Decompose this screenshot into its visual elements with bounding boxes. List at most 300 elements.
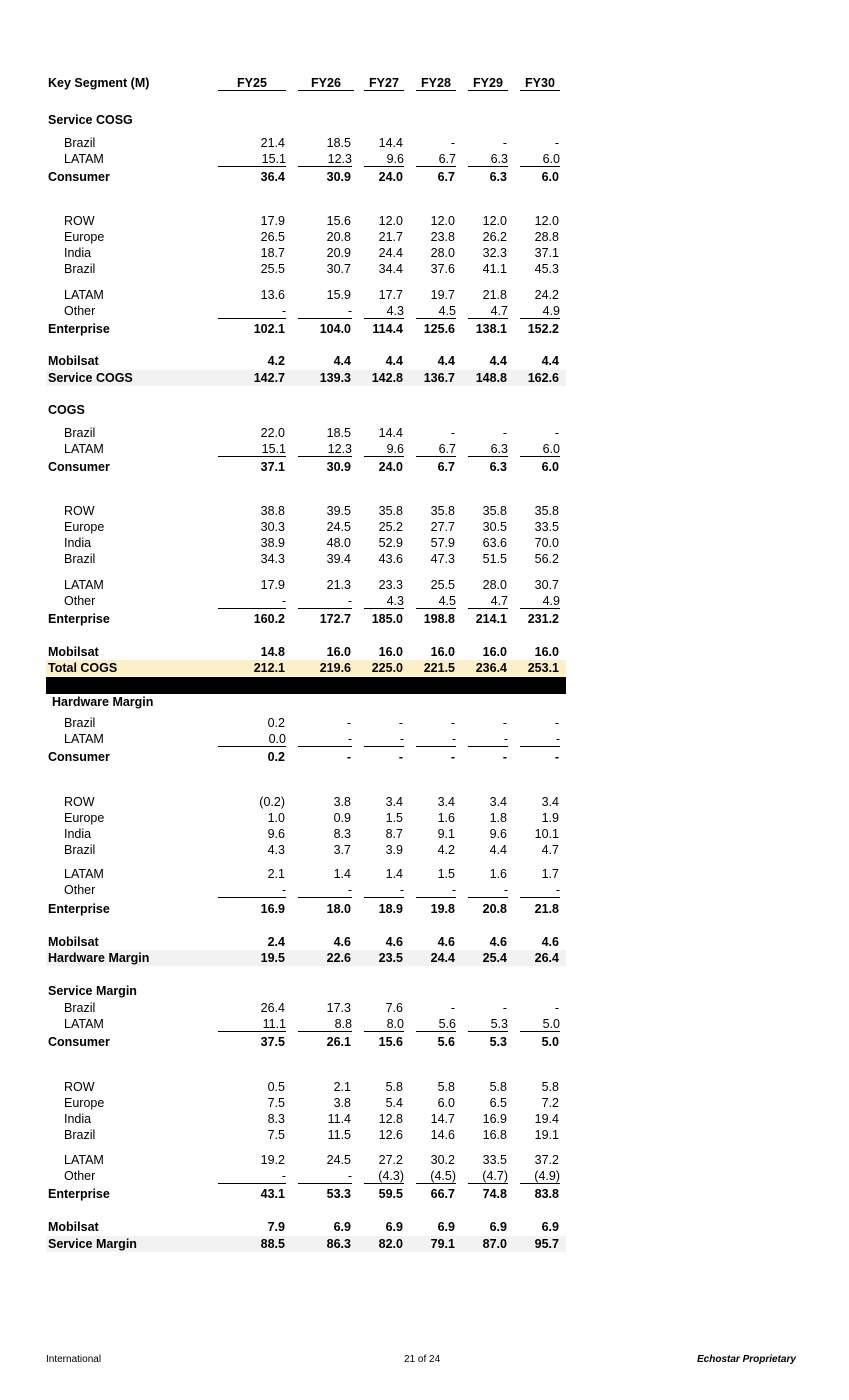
table-cell: 57.9: [430, 536, 455, 550]
table-cell: 9.6: [267, 827, 285, 841]
table-row: [0, 303, 849, 319]
table-cell: 25.2: [378, 520, 403, 534]
table-cell: 17.9: [260, 578, 285, 592]
table-cell: -: [450, 716, 455, 730]
table-cell: 12.0: [430, 214, 455, 228]
table-cell: 41.1: [482, 262, 507, 276]
table-cell: 152.2: [527, 322, 559, 336]
table-cell: -: [364, 731, 404, 747]
table-cell: 1.5: [437, 867, 455, 881]
table-cell: -: [218, 1168, 286, 1184]
table-cell: 43.6: [378, 552, 403, 566]
table-cell: 30.2: [430, 1153, 455, 1167]
table-cell: 3.8: [333, 1096, 351, 1110]
table-cell: 7.5: [267, 1128, 285, 1142]
table-cell: 6.9: [541, 1220, 559, 1234]
table-cell: 3.4: [541, 795, 559, 809]
table-cell: 136.7: [423, 371, 455, 385]
table-cell: 6.0: [541, 460, 559, 474]
table-cell: 5.8: [385, 1080, 403, 1094]
table-cell: 66.7: [430, 1187, 455, 1201]
table-cell: 16.0: [378, 645, 403, 659]
table-cell: 37.2: [534, 1153, 559, 1167]
table-cell: -: [298, 593, 352, 609]
table-cell: 160.2: [253, 612, 285, 626]
table-cell: 6.9: [333, 1220, 351, 1234]
table-cell: 5.0: [520, 1016, 560, 1032]
table-cell: 23.5: [378, 951, 403, 965]
table-cell: 4.9: [520, 593, 560, 609]
table-cell: 37.1: [534, 246, 559, 260]
table-cell: 1.4: [385, 867, 403, 881]
table-cell: -: [398, 716, 403, 730]
table-cell: 3.8: [333, 795, 351, 809]
table-cell: -: [416, 731, 456, 747]
table-cell: 5.6: [437, 1035, 455, 1049]
table-row: [0, 229, 849, 245]
table-cell: 30.3: [260, 520, 285, 534]
table-cell: -: [298, 1168, 352, 1184]
table-cell: 6.7: [437, 460, 455, 474]
table-cell: (4.7): [468, 1168, 508, 1184]
table-cell: 24.4: [430, 951, 455, 965]
table-cell: 0.5: [267, 1080, 285, 1094]
table-cell: 1.6: [437, 811, 455, 825]
table-cell: 88.5: [260, 1237, 285, 1251]
table-cell: 13.6: [260, 288, 285, 302]
table-cell: 7.6: [385, 1001, 403, 1015]
table-cell: 12.0: [482, 214, 507, 228]
table-cell: 26.5: [260, 230, 285, 244]
row-label: LATAM: [64, 578, 104, 592]
row-label: Consumer: [48, 1035, 110, 1049]
table-cell: 18.7: [260, 246, 285, 260]
row-label: LATAM: [64, 867, 104, 881]
table-cell: 19.5: [260, 951, 285, 965]
table-row: [0, 826, 849, 842]
table-cell: 225.0: [371, 661, 403, 675]
subtotal-row: [0, 644, 849, 660]
table-cell: 63.6: [482, 536, 507, 550]
table-cell: 2.1: [267, 867, 285, 881]
table-cell: 38.8: [260, 504, 285, 518]
table-cell: 12.6: [378, 1128, 403, 1142]
subtotal-row: [0, 1034, 849, 1050]
table-cell: 4.4: [437, 354, 455, 368]
table-cell: 14.4: [378, 426, 403, 440]
table-cell: 4.7: [468, 593, 508, 609]
table-cell: 16.9: [482, 1112, 507, 1126]
table-cell: 33.5: [534, 520, 559, 534]
table-cell: 30.7: [534, 578, 559, 592]
table-cell: 15.6: [326, 214, 351, 228]
row-label: Enterprise: [48, 612, 110, 626]
row-label: Europe: [64, 230, 105, 244]
row-label: Total COGS: [48, 661, 118, 675]
table-cell: 4.6: [489, 935, 507, 949]
row-label: Enterprise: [48, 902, 110, 916]
table-cell: -: [554, 716, 559, 730]
table-cell: (4.9): [520, 1168, 560, 1184]
table-cell: 79.1: [430, 1237, 455, 1251]
table-cell: -: [346, 716, 351, 730]
row-label: Europe: [64, 811, 105, 825]
table-row: [0, 842, 849, 858]
table-cell: 33.5: [482, 1153, 507, 1167]
table-cell: 95.7: [534, 1237, 559, 1251]
table-cell: 11.1: [218, 1016, 286, 1032]
table-cell: 52.9: [378, 536, 403, 550]
subtotal-row: [0, 1236, 849, 1252]
subtotal-row: [0, 353, 849, 369]
table-row: [0, 151, 849, 167]
table-cell: 24.4: [378, 246, 403, 260]
table-cell: 4.3: [364, 303, 404, 319]
table-cell: 20.8: [482, 902, 507, 916]
table-cell: 48.0: [326, 536, 351, 550]
table-row: [0, 261, 849, 277]
row-label: Brazil: [64, 1001, 96, 1015]
subtotal-row: [0, 749, 849, 765]
table-cell: 35.8: [482, 504, 507, 518]
table-cell: 36.4: [260, 170, 285, 184]
table-cell: 4.4: [489, 843, 507, 857]
table-cell: -: [520, 882, 560, 898]
table-row: [0, 503, 849, 519]
table-cell: 14.8: [260, 645, 285, 659]
section-divider-bar: [46, 677, 566, 694]
table-row: [0, 1000, 849, 1016]
table-cell: 0.0: [218, 731, 286, 747]
table-cell: 18.9: [378, 902, 403, 916]
table-cell: 5.8: [489, 1080, 507, 1094]
table-cell: 3.4: [385, 795, 403, 809]
year-header: FY26: [298, 75, 354, 91]
table-cell: 5.0: [541, 1035, 559, 1049]
table-cell: 18.5: [326, 136, 351, 150]
table-cell: 5.8: [541, 1080, 559, 1094]
row-label: Brazil: [64, 136, 96, 150]
subtotal-row: [0, 459, 849, 475]
table-cell: 24.5: [326, 1153, 351, 1167]
table-cell: -: [218, 303, 286, 319]
table-cell: 5.8: [437, 1080, 455, 1094]
row-label: Service Margin: [48, 1237, 137, 1251]
row-label: ROW: [64, 795, 95, 809]
row-label: Consumer: [48, 750, 110, 764]
table-row: [0, 287, 849, 303]
table-cell: 0.2: [267, 716, 285, 730]
table-cell: 25.5: [260, 262, 285, 276]
table-cell: 4.9: [520, 303, 560, 319]
year-header: FY27: [364, 75, 404, 91]
table-cell: -: [554, 136, 559, 150]
row-label: Brazil: [64, 262, 96, 276]
table-cell: 32.3: [482, 246, 507, 260]
table-cell: -: [554, 426, 559, 440]
table-cell: 1.4: [333, 867, 351, 881]
row-label: Brazil: [64, 552, 96, 566]
table-cell: 7.9: [267, 1220, 285, 1234]
section-header-row: [0, 983, 849, 999]
table-cell: 4.4: [541, 354, 559, 368]
table-cell: 231.2: [527, 612, 559, 626]
row-label: Other: [64, 594, 96, 608]
table-cell: 3.4: [437, 795, 455, 809]
table-cell: 39.5: [326, 504, 351, 518]
table-cell: 1.9: [541, 811, 559, 825]
row-label: Mobilsat: [48, 935, 99, 949]
table-cell: 30.5: [482, 520, 507, 534]
table-cell: (4.3): [364, 1168, 404, 1184]
table-cell: 185.0: [371, 612, 403, 626]
row-label: Consumer: [48, 170, 110, 184]
table-cell: 219.6: [319, 661, 351, 675]
table-cell: 17.9: [260, 214, 285, 228]
table-cell: -: [218, 882, 286, 898]
table-row: [0, 794, 849, 810]
row-label: Enterprise: [48, 1187, 110, 1201]
table-cell: 21.4: [260, 136, 285, 150]
table-cell: 28.8: [534, 230, 559, 244]
row-label: LATAM: [64, 1153, 104, 1167]
table-cell: 24.0: [378, 170, 403, 184]
table-cell: 6.9: [489, 1220, 507, 1234]
table-cell: 24.2: [534, 288, 559, 302]
row-label: LATAM: [64, 732, 104, 746]
table-cell: 87.0: [482, 1237, 507, 1251]
table-cell: 19.8: [430, 902, 455, 916]
row-label: Europe: [64, 1096, 105, 1110]
section-header-row: [0, 694, 849, 710]
table-cell: 34.3: [260, 552, 285, 566]
table-cell: 20.8: [326, 230, 351, 244]
table-row: [0, 551, 849, 567]
table-cell: -: [218, 593, 286, 609]
table-cell: 19.7: [430, 288, 455, 302]
table-cell: 16.9: [260, 902, 285, 916]
row-label: LATAM: [64, 1017, 104, 1031]
table-cell: 6.3: [489, 460, 507, 474]
table-cell: -: [450, 426, 455, 440]
table-cell: 4.3: [364, 593, 404, 609]
table-row: [0, 577, 849, 593]
subtotal-row: [0, 370, 849, 386]
table-cell: 74.8: [482, 1187, 507, 1201]
table-cell: 3.9: [385, 843, 403, 857]
row-label: Service Margin: [48, 984, 137, 998]
row-label: Other: [64, 304, 96, 318]
row-label: India: [64, 536, 92, 550]
table-cell: 26.4: [534, 951, 559, 965]
subtotal-row: [0, 321, 849, 337]
row-label: ROW: [64, 504, 95, 518]
table-cell: 104.0: [319, 322, 351, 336]
table-cell: 9.6: [489, 827, 507, 841]
table-cell: 4.6: [333, 935, 351, 949]
table-cell: 35.8: [534, 504, 559, 518]
table-cell: 4.2: [437, 843, 455, 857]
table-cell: 6.5: [489, 1096, 507, 1110]
table-row: [0, 1095, 849, 1111]
row-label: Service COSG: [48, 113, 133, 127]
table-cell: 2.4: [267, 935, 285, 949]
table-cell: 17.7: [378, 288, 403, 302]
table-cell: 14.4: [378, 136, 403, 150]
row-label: Brazil: [64, 426, 96, 440]
table-cell: 5.4: [385, 1096, 403, 1110]
table-cell: 21.7: [378, 230, 403, 244]
table-cell: 4.6: [385, 935, 403, 949]
table-cell: 14.6: [430, 1128, 455, 1142]
table-row: [0, 1152, 849, 1168]
table-row: [0, 135, 849, 151]
table-row: [0, 245, 849, 261]
table-cell: 19.2: [260, 1153, 285, 1167]
table-cell: 221.5: [423, 661, 455, 675]
table-cell: -: [298, 303, 352, 319]
table-row: [0, 866, 849, 882]
subtotal-row: [0, 901, 849, 917]
row-label: COGS: [48, 403, 85, 417]
table-cell: 83.8: [534, 1187, 559, 1201]
table-cell: 7.5: [267, 1096, 285, 1110]
row-label: Hardware Margin: [48, 951, 150, 965]
table-row: [0, 1016, 849, 1032]
table-cell: 125.6: [423, 322, 455, 336]
table-cell: 35.8: [378, 504, 403, 518]
table-cell: 162.6: [527, 371, 559, 385]
table-cell: -: [502, 426, 507, 440]
table-cell: 30.9: [326, 170, 351, 184]
table-cell: 16.0: [430, 645, 455, 659]
row-label: India: [64, 1112, 92, 1126]
row-label: LATAM: [64, 152, 104, 166]
table-cell: 43.1: [260, 1187, 285, 1201]
table-cell: 15.1: [218, 441, 286, 457]
table-cell: 236.4: [475, 661, 507, 675]
table-cell: -: [346, 750, 351, 764]
row-label: ROW: [64, 1080, 95, 1094]
year-header: FY29: [468, 75, 508, 91]
row-label: Mobilsat: [48, 645, 99, 659]
row-label: Other: [64, 1169, 96, 1183]
table-cell: 212.1: [253, 661, 285, 675]
table-cell: 21.8: [534, 902, 559, 916]
table-row: [0, 882, 849, 898]
table-cell: 37.5: [260, 1035, 285, 1049]
table-cell: 4.6: [541, 935, 559, 949]
table-cell: 6.7: [416, 151, 456, 167]
table-cell: 4.3: [267, 843, 285, 857]
table-row: [0, 1079, 849, 1095]
subtotal-row: [0, 934, 849, 950]
table-cell: -: [298, 731, 352, 747]
table-row: [0, 519, 849, 535]
table-cell: 1.5: [385, 811, 403, 825]
table-cell: 70.0: [534, 536, 559, 550]
subtotal-row: [0, 169, 849, 185]
table-cell: 4.5: [416, 303, 456, 319]
table-cell: -: [468, 731, 508, 747]
table-cell: 16.0: [326, 645, 351, 659]
table-cell: 9.6: [364, 441, 404, 457]
table-cell: 5.3: [489, 1035, 507, 1049]
table-cell: 3.7: [333, 843, 351, 857]
table-cell: 38.9: [260, 536, 285, 550]
year-header: FY25: [218, 75, 286, 91]
table-cell: 34.4: [378, 262, 403, 276]
year-header: FY28: [416, 75, 456, 91]
footer-right: Echostar Proprietary: [697, 1354, 796, 1365]
table-cell: 6.7: [437, 170, 455, 184]
subtotal-row: [0, 1186, 849, 1202]
table-cell: 8.8: [298, 1016, 352, 1032]
table-row: [0, 425, 849, 441]
table-cell: 12.0: [378, 214, 403, 228]
table-cell: -: [520, 731, 560, 747]
row-label: Brazil: [64, 716, 96, 730]
table-cell: 22.0: [260, 426, 285, 440]
table-cell: 27.2: [378, 1153, 403, 1167]
table-cell: -: [298, 882, 352, 898]
table-cell: 4.6: [437, 935, 455, 949]
table-cell: 10.1: [534, 827, 559, 841]
table-cell: 59.5: [378, 1187, 403, 1201]
table-cell: 27.7: [430, 520, 455, 534]
table-cell: 23.8: [430, 230, 455, 244]
table-cell: -: [450, 1001, 455, 1015]
table-cell: 6.0: [437, 1096, 455, 1110]
table-cell: 19.1: [534, 1128, 559, 1142]
table-cell: 198.8: [423, 612, 455, 626]
row-label: India: [64, 827, 92, 841]
row-label: LATAM: [64, 442, 104, 456]
table-cell: -: [502, 1001, 507, 1015]
table-cell: 30.7: [326, 262, 351, 276]
table-cell: 138.1: [475, 322, 507, 336]
row-label: ROW: [64, 214, 95, 228]
table-cell: 24.5: [326, 520, 351, 534]
table-cell: 8.0: [364, 1016, 404, 1032]
table-cell: 16.8: [482, 1128, 507, 1142]
table-row: [0, 1127, 849, 1143]
table-cell: 4.7: [468, 303, 508, 319]
table-row: [0, 593, 849, 609]
table-cell: 6.9: [385, 1220, 403, 1234]
table-cell: 6.3: [468, 441, 508, 457]
table-cell: 139.3: [319, 371, 351, 385]
table-cell: 15.6: [378, 1035, 403, 1049]
table-cell: 21.8: [482, 288, 507, 302]
table-cell: 253.1: [527, 661, 559, 675]
row-label: Other: [64, 883, 96, 897]
table-cell: -: [502, 750, 507, 764]
table-cell: 19.4: [534, 1112, 559, 1126]
table-row: [0, 1168, 849, 1184]
row-label: LATAM: [64, 288, 104, 302]
table-cell: 2.1: [333, 1080, 351, 1094]
subtotal-row: [0, 611, 849, 627]
table-cell: 172.7: [319, 612, 351, 626]
table-cell: 11.4: [327, 1112, 351, 1126]
table-cell: 26.1: [326, 1035, 351, 1049]
table-cell: 21.3: [326, 578, 351, 592]
table-cell: 6.3: [489, 170, 507, 184]
table-cell: -: [416, 882, 456, 898]
table-cell: 18.0: [326, 902, 351, 916]
table-cell: 37.6: [430, 262, 455, 276]
